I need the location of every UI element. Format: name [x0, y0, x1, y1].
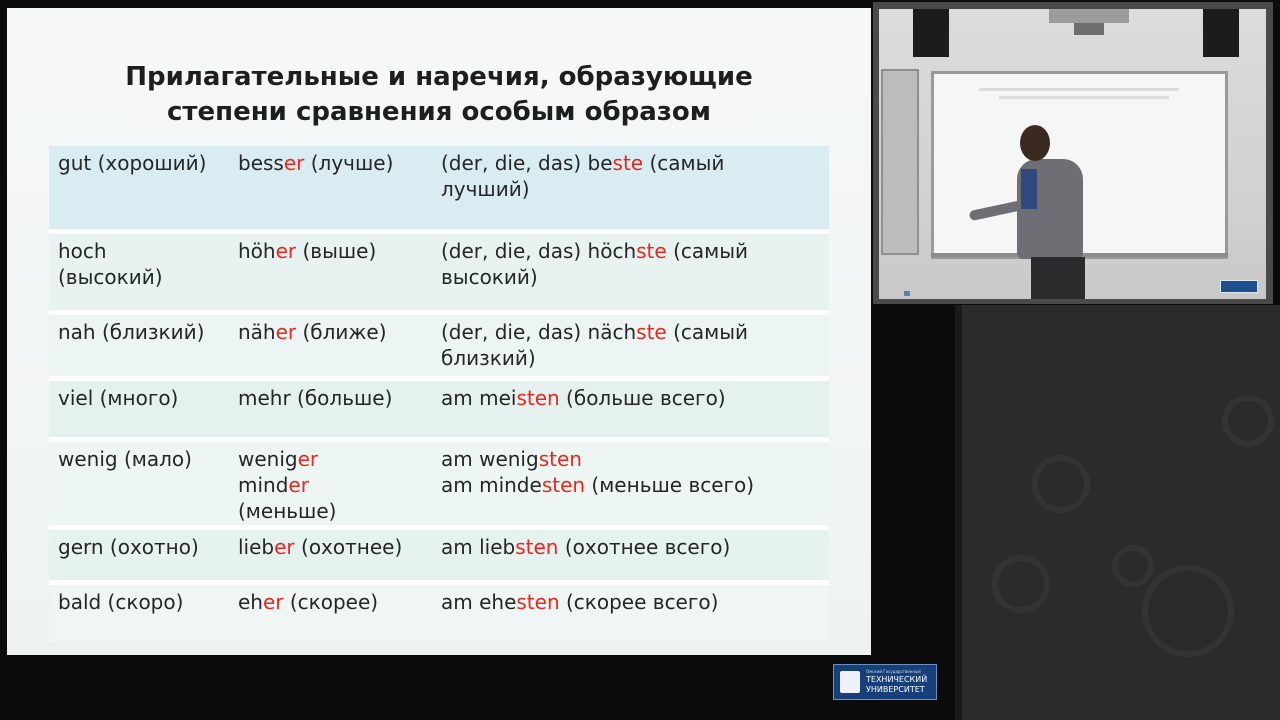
word-stem: am minde [441, 473, 542, 497]
comparison-table [49, 146, 829, 641]
highlighted-ending: sten [516, 590, 560, 614]
wall-panel [881, 69, 919, 255]
base-form-cell [49, 379, 229, 440]
table-row [49, 146, 829, 232]
word-translation: (скорее) [283, 590, 379, 614]
speaker-right [1203, 9, 1239, 57]
cell-line [441, 176, 823, 202]
superlative-cell [432, 379, 829, 440]
slide-title-line-1: Прилагательные и наречия, образующие [125, 62, 753, 92]
projector [1049, 9, 1129, 23]
cell-line: (высокий) [58, 265, 163, 289]
slide-title-line-2: степени сравнения особым образом [167, 97, 711, 127]
word-stem: näh [238, 320, 276, 344]
cell-line [441, 238, 823, 264]
word-stem: höh [238, 239, 276, 263]
highlighted-ending: er [275, 320, 297, 344]
cell-line: wenig (мало) [58, 447, 192, 471]
board-text-line [979, 88, 1179, 91]
comparative-cell [229, 379, 432, 440]
cell-line [238, 534, 426, 560]
lecturer-scarf [1021, 169, 1037, 209]
cell-line [238, 150, 426, 176]
cell-line: hoch [58, 239, 107, 263]
cell-line: gut (хороший) [58, 151, 207, 175]
logo-line-1: ТЕХНИЧЕСКИЙ [866, 675, 928, 684]
word-stem: mind [238, 473, 289, 497]
word-stem: am mei [441, 386, 517, 410]
ghost-circle-icon [1032, 455, 1090, 513]
table-row [49, 583, 829, 642]
base-form-cell [49, 440, 229, 528]
table-row [49, 232, 829, 313]
comparative-cell [229, 232, 432, 313]
superlative-cell [432, 583, 829, 642]
word-translation: (самый [666, 239, 749, 263]
lecturer-video-frame [873, 2, 1273, 304]
comparative-cell [229, 146, 432, 232]
camera-indicator-icon [904, 291, 910, 296]
cell-line [441, 472, 823, 498]
highlighted-ending: sten [516, 386, 560, 410]
word-stem: bess [238, 151, 284, 175]
word-translation: (выше) [296, 239, 377, 263]
highlighted-ending: er [283, 151, 305, 175]
speaker-left [913, 9, 949, 57]
word-stem: wenig [238, 447, 298, 471]
word-translation: (охотнее всего) [558, 535, 731, 559]
ghost-circle-icon [1222, 395, 1274, 447]
cell-line [238, 238, 426, 264]
word-stem: (der, die, das) näch [441, 320, 637, 344]
table-row [49, 313, 829, 379]
cell-line: bald (скоро) [58, 590, 184, 614]
cell-line [441, 264, 823, 290]
base-form-cell [49, 583, 229, 642]
highlighted-ending: er [288, 473, 309, 497]
logo-line-2: УНИВЕРСИТЕТ [866, 685, 925, 694]
slide-title [7, 60, 871, 130]
word-translation: (самый [666, 320, 749, 344]
cell-line [441, 446, 823, 472]
cell-line [441, 345, 823, 371]
cell-line [441, 385, 823, 411]
background-panel [962, 305, 1280, 720]
university-logo [833, 664, 937, 700]
highlighted-ending: ste [612, 151, 644, 175]
presentation-slide [7, 8, 871, 655]
word-translation: (меньше всего) [585, 473, 755, 497]
comparative-cell [229, 313, 432, 379]
word-translation: (ближе) [296, 320, 387, 344]
projector-mount [1074, 23, 1104, 35]
word-stem: am lieb [441, 535, 516, 559]
comparative-cell [229, 528, 432, 583]
lecturer-legs [1031, 257, 1085, 299]
highlighted-ending: ste [636, 239, 667, 263]
word-translation: (скорее всего) [559, 590, 719, 614]
superlative-cell [432, 440, 829, 528]
word-stem: высокий) [441, 265, 538, 289]
board-text-line [999, 96, 1169, 99]
word-stem: близкий) [441, 346, 536, 370]
logo-small-line: Омский Государственный [866, 669, 921, 674]
word-stem: (меньше) [238, 499, 337, 523]
word-translation: (самый [643, 151, 725, 175]
superlative-cell [432, 232, 829, 313]
base-form-cell [49, 146, 229, 232]
word-stem: лучший) [441, 177, 530, 201]
word-translation: (больше всего) [559, 386, 726, 410]
word-stem: mehr (больше) [238, 386, 393, 410]
comparative-cell [229, 583, 432, 642]
word-translation: (охотнее) [294, 535, 403, 559]
highlighted-ending: sten [541, 473, 586, 497]
cell-line [238, 472, 426, 498]
word-stem: (der, die, das) höch [441, 239, 637, 263]
word-translation: (лучше) [304, 151, 394, 175]
panel-divider [955, 305, 962, 720]
comparative-cell [229, 440, 432, 528]
cell-line [238, 319, 426, 345]
word-stem: eh [238, 590, 263, 614]
cell-line: viel (много) [58, 386, 179, 410]
logo-name [866, 675, 927, 695]
word-stem: lieb [238, 535, 275, 559]
table-row [49, 528, 829, 583]
word-stem: am ehe [441, 590, 517, 614]
highlighted-ending: ste [636, 320, 667, 344]
base-form-cell [49, 313, 229, 379]
cell-line [238, 498, 426, 524]
university-logo-small [1220, 280, 1258, 293]
highlighted-ending: sten [515, 535, 559, 559]
base-form-cell [49, 528, 229, 583]
highlighted-ending: er [262, 590, 284, 614]
superlative-cell [432, 313, 829, 379]
cell-line [238, 589, 426, 615]
ghost-play-icon [1142, 565, 1234, 657]
cell-line [441, 319, 823, 345]
lecturer-head [1020, 125, 1050, 161]
cell-line [238, 385, 426, 411]
ghost-circle-icon [1112, 545, 1154, 587]
lecturer-video [879, 9, 1266, 299]
table-row [49, 440, 829, 528]
table-row [49, 379, 829, 440]
superlative-cell [432, 146, 829, 232]
university-emblem-icon [840, 671, 860, 693]
cell-line [238, 446, 426, 472]
highlighted-ending: er [297, 447, 319, 471]
cell-line [441, 534, 823, 560]
word-stem: (der, die, das) be [441, 151, 613, 175]
superlative-cell [432, 528, 829, 583]
cell-line [441, 150, 823, 176]
ghost-circle-icon [992, 555, 1050, 613]
base-form-cell [49, 232, 229, 313]
cell-line [441, 589, 823, 615]
cell-line: gern (охотно) [58, 535, 199, 559]
cell-line: nah (близкий) [58, 320, 205, 344]
word-stem: am wenig [441, 447, 539, 471]
highlighted-ending: er [275, 239, 297, 263]
highlighted-ending: sten [538, 447, 582, 471]
highlighted-ending: er [274, 535, 295, 559]
